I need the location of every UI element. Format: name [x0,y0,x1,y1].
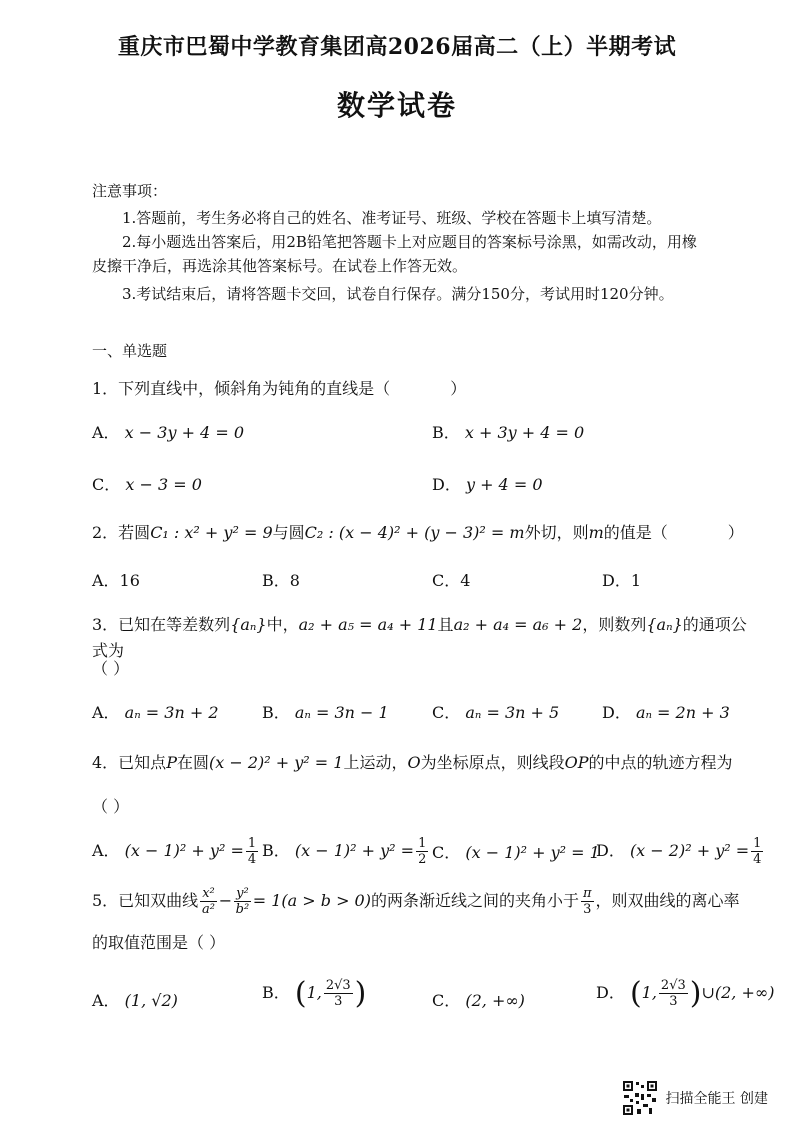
q2-option-c: C．4 [432,571,471,590]
q5-option-d: D． (1, $\frac{2√3}{3}$ )∪(2, +∞) [596,976,775,1011]
question-3: 3．已知在等差数列{aₙ}中，a₂ + a₅ = a₄ + 11且a₂ + a₄ = a₆ + 2，则数列{aₙ}的通项公式为 [92,615,747,660]
scanner-brand-text: 扫描全能王 创建 [665,1091,768,1107]
question-2: 2．若圆C₁ : x² + y² = 9与圆C₂ : (x − 4)² + (y − 3)² = m外切，则m的值是（ ） [92,523,744,542]
question-5: 5．已知双曲线 $\frac{\text{x²}}{\text{a²}}$ − $\frac{\text{y²}}{\text{b²}}$ = 1(a > b > 0)的两条渐近线之间的夹角小于 $\frac{\pi}{3}$ ，则双曲线的离心率 [92,886,740,917]
q4-option-a: A． (x − 1)² + y² = $\frac{1}{4}$ [92,836,257,867]
q5-option-a: A． (1, √2) [92,991,178,1010]
question-4: 4．已知点P在圆(x − 2)² + y² = 1上运动，O为坐标原点，则线段OP的中点的轨迹方程为 [92,753,733,772]
q4-option-d: D． (x − 2)² + y² = $\frac{1}{4}$ [596,836,762,867]
q2-option-d: D．1 [602,571,642,590]
q5-stem-cont: 的取值范围是（ ） [92,933,226,952]
q1-option-b: B． x + 3y + 4 = 0 [432,423,585,442]
q3-answer-blank: （ ） [92,659,130,678]
q1-option-c: C． x − 3 = 0 [92,475,202,494]
q3-option-a: A． aₙ = 3n + 2 [92,703,219,722]
note-item: 1.答题前，考生务必将自己的姓名、准考证号、班级、学校在答题卡上填写清楚。 [122,209,662,227]
notes-heading: 注意事项： [92,182,168,200]
q3-option-c: C． aₙ = 3n + 5 [432,703,560,722]
exam-title: 重庆市巴蜀中学教育集团高2026届高二（上）半期考试 [117,34,677,60]
q3-option-d: D． aₙ = 2n + 3 [602,703,730,722]
q4-answer-blank: （ ） [92,797,130,816]
note-item: 2.每小题选出答案后，用2B铅笔把答题卡上对应题目的答案标号涂黑，如需改动，用橡 [122,233,697,251]
note-item: 3.考试结束后，请将答题卡交回，试卷自行保存。满分150分，考试用时120分钟。 [122,285,674,303]
q1-option-d: D． y + 4 = 0 [432,475,543,494]
q5-option-b: B． (1, $\frac{2√3}{3}$ ) [262,976,367,1011]
q4-option-b: B． (x − 1)² + y² = $\frac{1}{2}$ [262,836,427,867]
q2-option-b: B．8 [262,571,300,590]
section-label: 一、单选题 [92,342,168,360]
qr-code-icon [622,1080,658,1116]
q5-option-c: C． (2, +∞) [432,991,525,1010]
q4-option-c: C． (x − 1)² + y² = 1 [432,843,600,862]
q1-option-a: A． x − 3y + 4 = 0 [92,423,244,442]
q2-option-a: A．16 [92,571,140,590]
scanner-watermark [622,1080,768,1116]
q3-option-b: B． aₙ = 3n − 1 [262,703,389,722]
exam-subtitle: 数学试卷 [336,89,457,122]
question-1: 1．下列直线中，倾斜角为钝角的直线是（ ） [92,379,467,398]
note-item: 皮擦干净后，再选涂其他答案标号。在试卷上作答无效。 [92,257,468,275]
